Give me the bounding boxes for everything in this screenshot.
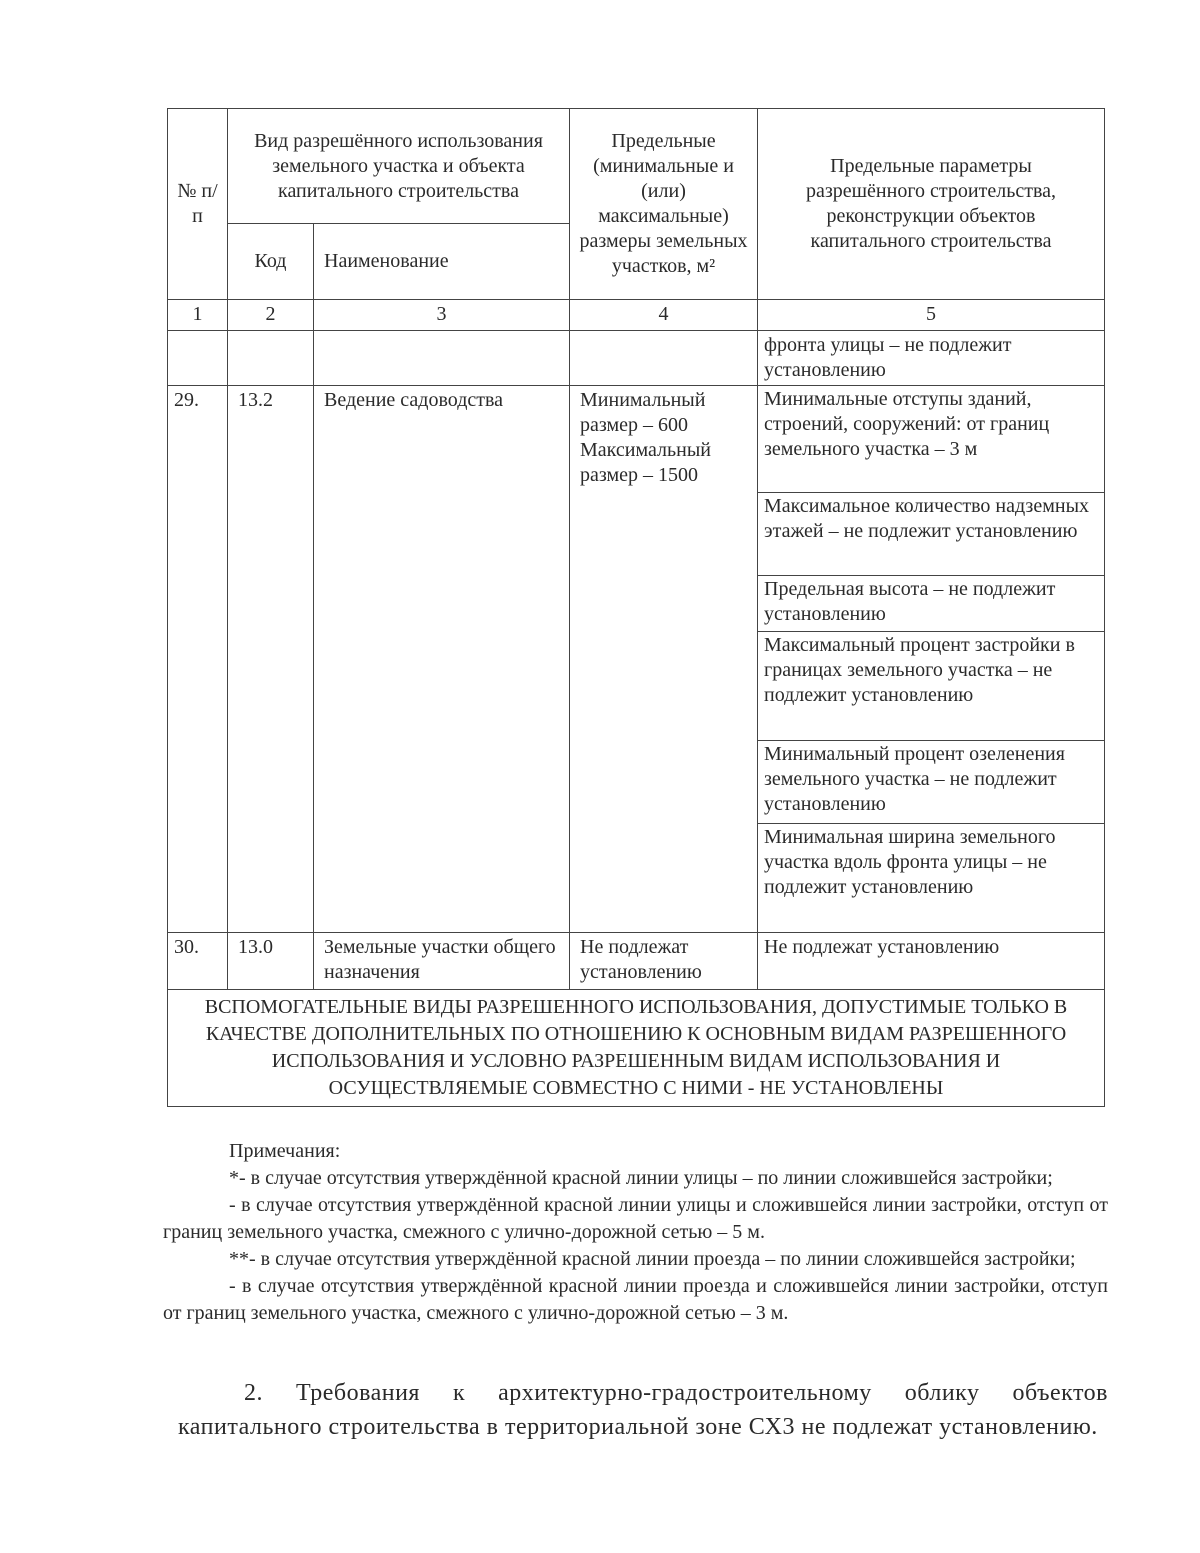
requirements-text: 2. Требования к архитектурно-градостроительному облику объектов капитального строительства в территориальной зоне СХ3 не подлежат установлению. <box>178 1380 1108 1440</box>
params-list <box>758 386 1105 933</box>
empty-cell <box>314 331 570 386</box>
column-number: 1 <box>168 300 228 331</box>
notes-block <box>163 1138 1108 1327</box>
param-item: Максимальный процент застройки в границах земельного участка – не подлежит установлению <box>758 631 1104 740</box>
param-item: Максимальное количество надземных этажей – не подлежит установлению <box>758 492 1104 575</box>
empty-cell <box>168 331 228 386</box>
header-type-group: Вид разрешённого использования земельного участка и объекта капитального строительства <box>228 109 570 224</box>
param-item: Минимальная ширина земельного участка вдоль фронта улицы – не подлежит установлению <box>758 823 1104 932</box>
row-name: Ведение садоводства <box>314 386 570 933</box>
column-number: 2 <box>228 300 314 331</box>
continuation-row <box>168 331 1105 386</box>
row-name: Земельные участки общего назначения <box>314 933 570 990</box>
table-row <box>168 933 1105 990</box>
param-item: Минимальные отступы зданий, строений, сооружений: от границ земельного участка – 3 м <box>764 388 1050 460</box>
row-number: 30. <box>168 933 228 990</box>
notes-title: Примечания: <box>229 1140 341 1162</box>
requirements-paragraph <box>178 1376 1108 1444</box>
note-item: - в случае отсутствия утверждённой красной линии проезда и сложившейся линии застройки, отступ от границ земельного участка, смежного с улично-дорожной сетью – 3 м. <box>163 1275 1108 1324</box>
column-number-row <box>168 300 1105 331</box>
row-size: Минимальный размер – 600 Максимальный размер – 1500 <box>570 386 758 933</box>
note-item: *- в случае отсутствия утверждённой красной линии улицы – по линии сложившейся застройки; <box>229 1167 1053 1189</box>
row-params: Не подлежат установлению <box>758 933 1105 990</box>
param-item: Предельная высота – не подлежит установлению <box>758 575 1104 631</box>
params-cell: фронта улицы – не подлежит установлению <box>758 331 1105 386</box>
note-item: **- в случае отсутствия утверждённой красной линии проезда – по линии сложившейся застройки; <box>229 1248 1076 1270</box>
table-row <box>168 386 1105 933</box>
section-row <box>168 990 1105 1107</box>
note-item: - в случае отсутствия утверждённой красной линии улицы и сложившейся линии застройки, отступ от границ земельного участка, смежного с улично-дорожной сетью – 5 м. <box>163 1194 1108 1243</box>
header-params: Предельные параметры разрешённого строительства, реконструкции объектов капитального строительства <box>758 109 1105 300</box>
row-size: Не подлежат установлению <box>570 933 758 990</box>
header-number: № п/п <box>168 109 228 300</box>
row-code: 13.2 <box>228 386 314 933</box>
column-number: 4 <box>570 300 758 331</box>
header-name: Наименование <box>314 224 570 300</box>
column-number: 3 <box>314 300 570 331</box>
auxiliary-uses-note: ВСПОМОГАТЕЛЬНЫЕ ВИДЫ РАЗРЕШЕННОГО ИСПОЛЬЗОВАНИЯ, ДОПУСТИМЫЕ ТОЛЬКО В КАЧЕСТВЕ ДОПОЛНИТЕЛЬНЫХ ПО ОТНОШЕНИЮ К ОСНОВНЫМ ВИДАМ РАЗРЕШЕННОГО ИСПОЛЬЗОВАНИЯ И УСЛОВНО РАЗРЕШЕННЫМ ВИДАМ ИСПОЛЬЗОВАНИЯ И ОСУЩЕСТВЛЯЕМЫЕ СОВМЕСТНО С НИМИ - НЕ УСТАНОВЛЕНЫ <box>168 990 1105 1107</box>
table-header-row <box>168 109 1105 224</box>
empty-cell <box>570 331 758 386</box>
row-code: 13.0 <box>228 933 314 990</box>
land-use-table <box>167 108 1105 1107</box>
header-code: Код <box>228 224 314 300</box>
empty-cell <box>228 331 314 386</box>
header-size: Предельные (минимальные и (или) максимальные) размеры земельных участков, м² <box>570 109 758 300</box>
param-item: Минимальный процент озеленения земельного участка – не подлежит установлению <box>758 740 1104 823</box>
row-number: 29. <box>168 386 228 933</box>
column-number: 5 <box>758 300 1105 331</box>
